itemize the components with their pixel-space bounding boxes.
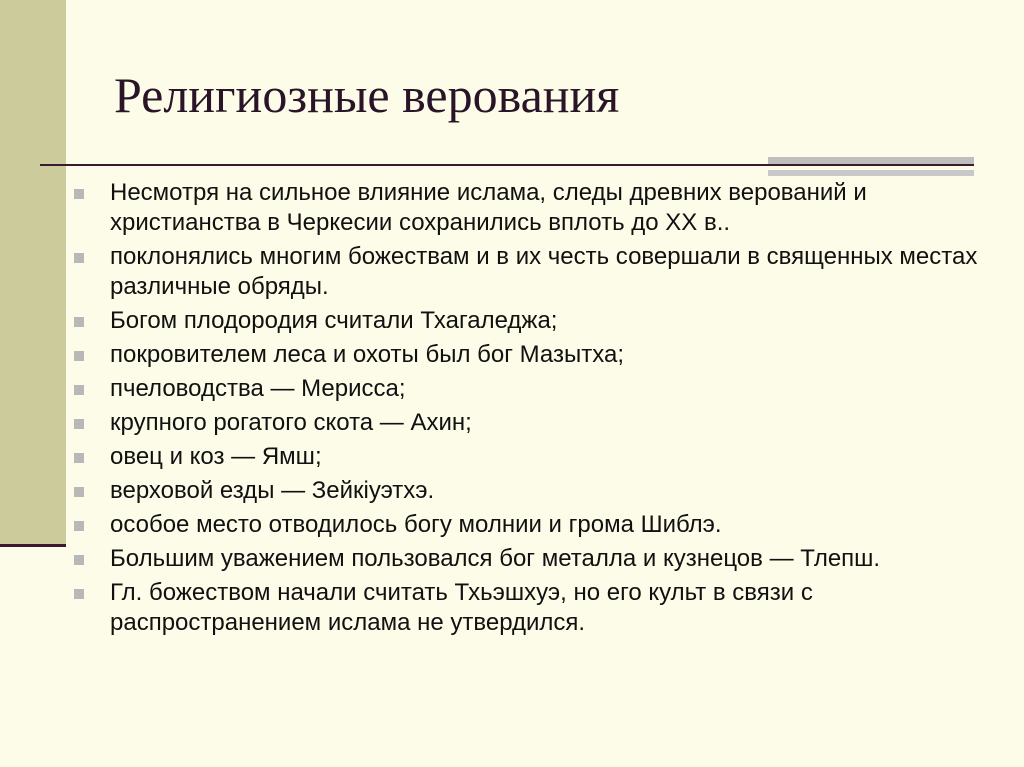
- square-bullet-icon: [74, 555, 84, 565]
- bullet-text: крупного рогатого скота — Ахин;: [110, 409, 472, 436]
- left-band-underline: [0, 544, 66, 547]
- bullet-item: [72, 578, 992, 638]
- bullet-item: [72, 340, 992, 370]
- bullet-item: [72, 476, 992, 506]
- bullet-item: [72, 178, 992, 238]
- square-bullet-icon: [74, 351, 84, 361]
- bullet-text: овец и коз — Ямш;: [110, 443, 322, 470]
- bullet-item: [72, 544, 992, 574]
- bullet-text: поклонялись многим божествам и в их честь совершали в священных местах различные обряды.: [110, 243, 978, 300]
- left-decorative-band: [0, 0, 66, 546]
- bullet-text: верховой езды — Зейкiуэтхэ.: [110, 477, 435, 504]
- square-bullet-icon: [74, 419, 84, 429]
- square-bullet-icon: [74, 317, 84, 327]
- bullet-text: Большим уважением пользовался бог металла и кузнецов — Тлепш.: [110, 545, 881, 572]
- bullet-item: [72, 510, 992, 540]
- bullet-item: [72, 374, 992, 404]
- bullet-text: пчеловодства — Мерисса;: [110, 375, 406, 402]
- square-bullet-icon: [74, 453, 84, 463]
- square-bullet-icon: [74, 589, 84, 599]
- square-bullet-icon: [74, 521, 84, 531]
- title-rule: [40, 164, 974, 166]
- bullet-item: [72, 242, 992, 302]
- bullet-text: Богом плодородия считали Тхагаледжа;: [110, 307, 558, 334]
- slide-title: Религиозные верования: [114, 67, 620, 123]
- bullet-list: [72, 178, 992, 642]
- square-bullet-icon: [74, 487, 84, 497]
- square-bullet-icon: [74, 189, 84, 199]
- bullet-text: покровителем леса и охоты был бог Мазытха;: [110, 341, 624, 368]
- square-bullet-icon: [74, 253, 84, 263]
- bullet-text: особое место отводилось богу молнии и грома Шиблэ.: [110, 511, 722, 538]
- bullet-item: [72, 408, 992, 438]
- bullet-item: [72, 442, 992, 472]
- bullet-item: [72, 306, 992, 336]
- bullet-text: Несмотря на сильное влияние ислама, следы древних верований и христианства в Черкесии сохранились вплоть до XX в..: [110, 179, 867, 236]
- bullet-text: Гл. божеством начали считать Тхьэшхуэ, но его культ в связи с распространением ислама не утвердился.: [110, 579, 813, 636]
- square-bullet-icon: [74, 385, 84, 395]
- title-rule-accent-bar-lower: [768, 170, 974, 176]
